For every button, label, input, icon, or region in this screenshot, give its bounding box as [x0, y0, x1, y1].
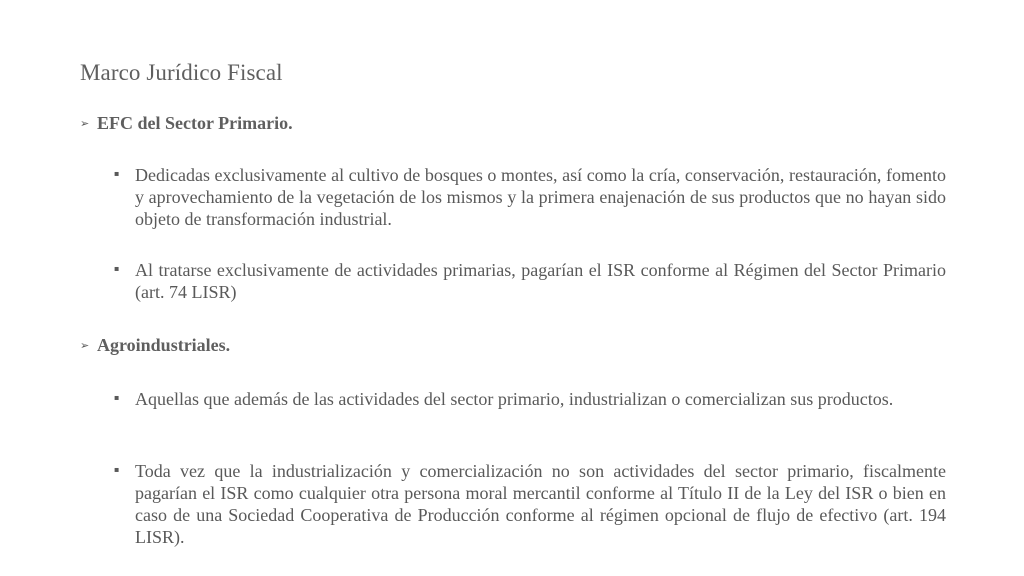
list-item [114, 388, 946, 410]
square-bullet-icon: ▪ [114, 465, 120, 474]
section-heading-text: Agroindustriales. [97, 335, 231, 355]
section-heading-text: EFC del Sector Primario. [97, 113, 293, 133]
list-item-text: Dedicadas exclusivamente al cultivo de bosques o montes, así como la cría, conservación, restauración, fomento y aprovechamiento de la vegetación de los mismos y la primera enajenación de sus productos que no hayan sido objeto de transformación industrial. [135, 165, 946, 229]
slide-title: Marco Jurídico Fiscal [80, 60, 283, 85]
section-heading-agroindustriales [80, 335, 230, 356]
list-item-text: Aquellas que además de las actividades del sector primario, industrializan o comercializan sus productos. [135, 389, 894, 409]
square-bullet-icon: ▪ [114, 264, 120, 273]
arrow-bullet-icon: ➢ [80, 339, 90, 352]
list-item [114, 259, 946, 303]
list-item [114, 460, 946, 548]
section-heading-efc [80, 113, 293, 134]
square-bullet-icon: ▪ [114, 393, 120, 402]
list-item [114, 164, 946, 230]
arrow-bullet-icon: ➢ [80, 117, 90, 130]
list-item-text: Toda vez que la industrialización y comercialización no son actividades del sector primario, fiscalmente pagarían el ISR como cualquier otra persona moral mercantil conforme al Título II de la Ley del ISR o bien en caso de una Sociedad Cooperativa de Producción conforme al régimen opcional de flujo de efectivo (art. 194 LISR). [135, 461, 946, 547]
list-item-text: Al tratarse exclusivamente de actividades primarias, pagarían el ISR conforme al Régimen del Sector Primario (art. 74 LISR) [135, 260, 946, 302]
square-bullet-icon: ▪ [114, 169, 120, 178]
